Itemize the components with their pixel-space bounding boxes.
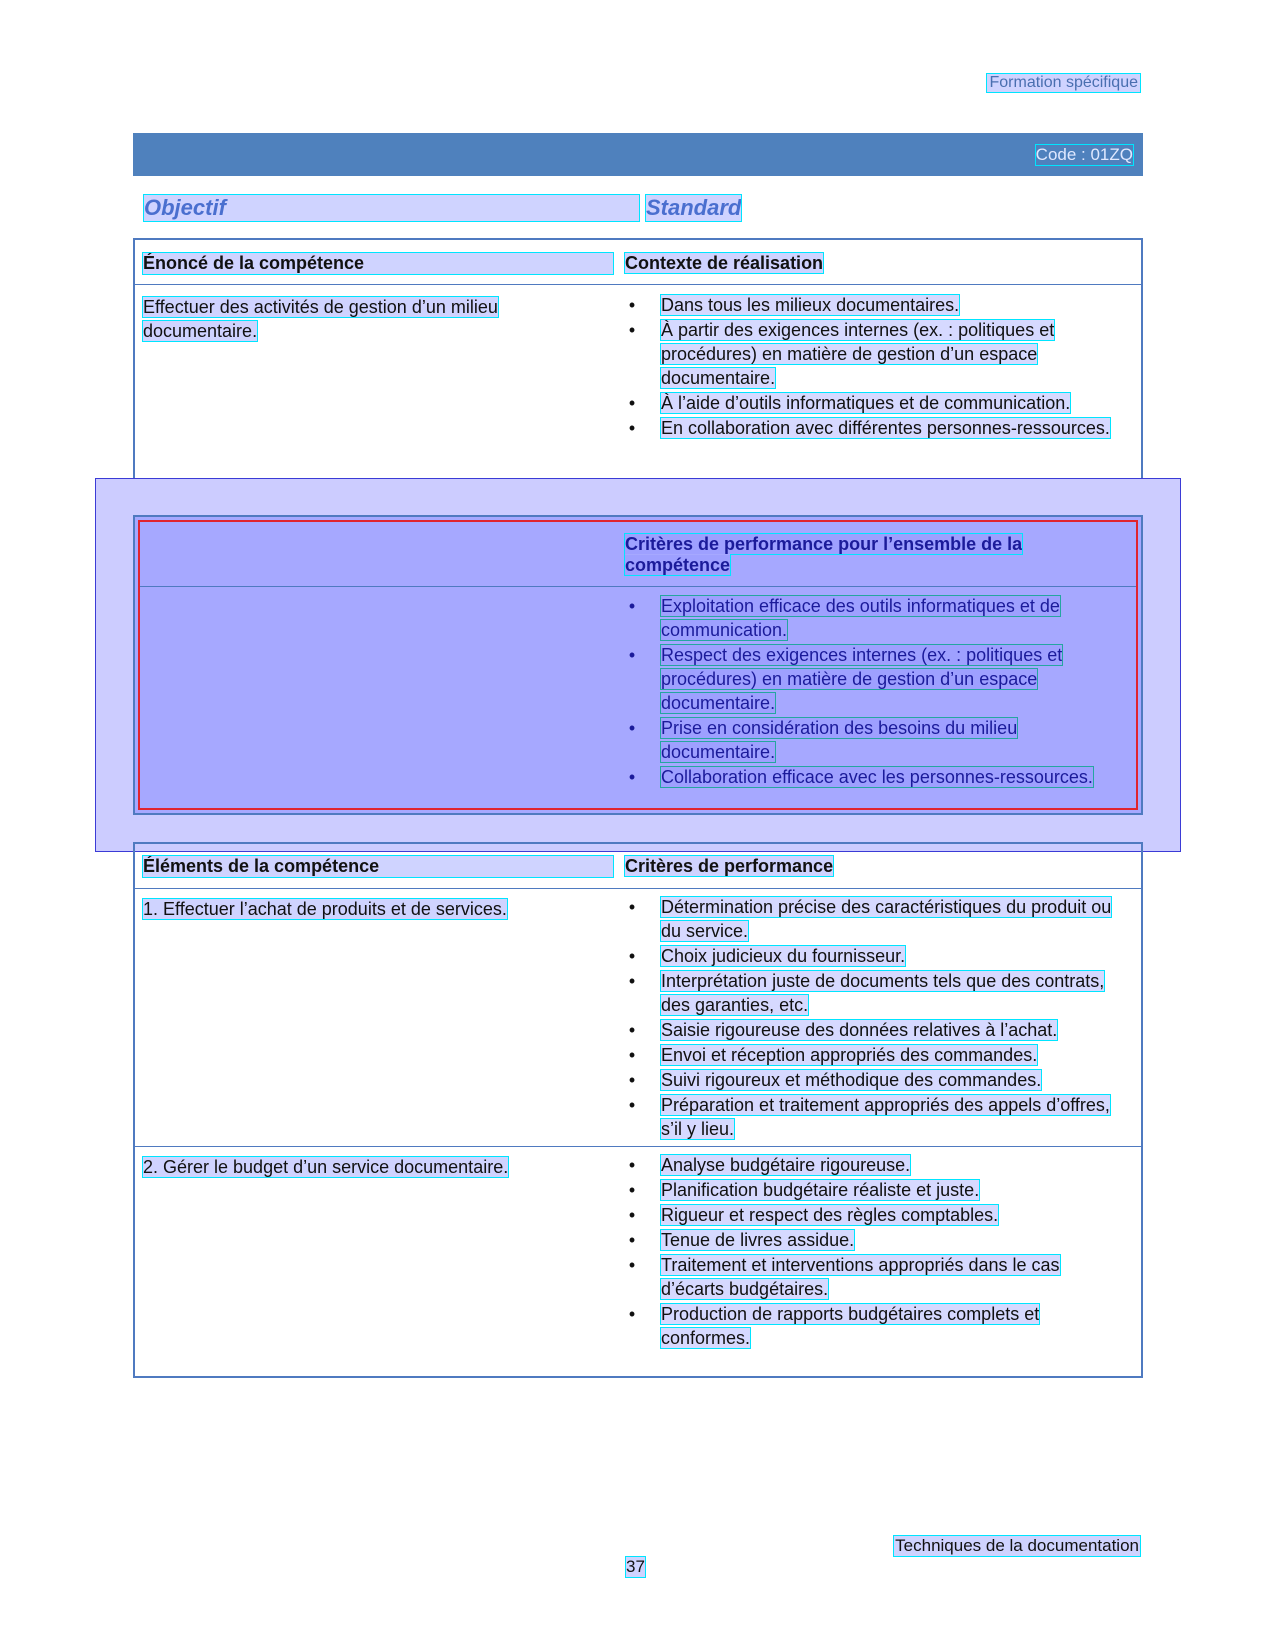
context-item [625, 293, 1125, 317]
elements-column-header: Éléments de la compétence [143, 856, 613, 877]
criterion-item [625, 1302, 1125, 1350]
criterion-item [625, 1228, 1125, 1252]
section-headings [144, 195, 1134, 221]
elements-table-header [135, 844, 1141, 889]
criterion-item [625, 895, 1125, 943]
overall-performance-list [625, 594, 1116, 789]
criterion-text: Tenue de livres assidue. [661, 1230, 855, 1250]
header-divider [140, 586, 1136, 587]
bullet-icon: • [628, 1045, 636, 1065]
bullet-icon: • [628, 971, 636, 991]
criterion-item [625, 1153, 1125, 1177]
statement-column-header: Énoncé de la compétence [143, 253, 613, 274]
program-name: Techniques de la documentation [895, 1536, 1139, 1555]
bullet-icon: • [628, 645, 636, 665]
element-label: 2. Gérer le budget d’un service documentaire. [143, 1157, 509, 1177]
overall-criterion-text: Exploitation efficace des outils informatiques et de communication. [661, 596, 1060, 640]
criterion-text: Préparation et traitement appropriés des appels d’offres, s’il y lieu. [661, 1095, 1110, 1139]
overall-criterion-item [625, 716, 1116, 764]
overall-performance-table [133, 515, 1143, 815]
competency-code: Code : 01ZQ [1035, 145, 1133, 164]
standard-heading: Standard [646, 195, 742, 220]
criterion-item [625, 1043, 1125, 1067]
elements-table-body [135, 889, 1141, 1355]
element-label: 1. Effectuer l’achat de produits et de services. [143, 899, 507, 919]
overall-criterion-item [625, 765, 1116, 789]
criterion-item [625, 944, 1125, 968]
bullet-icon: • [628, 596, 636, 616]
bullet-icon: • [628, 418, 636, 438]
criterion-item [625, 1203, 1125, 1227]
competence-statement: Effectuer des activités de gestion d’un milieu documentaire. [143, 297, 498, 341]
bullet-icon: • [628, 320, 636, 340]
bullet-icon: • [628, 1070, 636, 1090]
context-text: En collaboration avec différentes personnes-ressources. [661, 418, 1110, 438]
context-column-header: Contexte de réalisation [625, 253, 824, 273]
criteria-list [625, 895, 1125, 1141]
criterion-text: Choix judicieux du fournisseur. [661, 946, 906, 966]
competence-table-body [135, 285, 1141, 440]
bullet-icon: • [628, 718, 636, 738]
context-list [625, 293, 1125, 440]
competence-table [133, 238, 1143, 491]
context-text: À partir des exigences internes (ex. : politiques et procédures) en matière de gestion d’un espace documentaire. [661, 320, 1055, 388]
criterion-item [625, 1253, 1125, 1301]
element-row [135, 1146, 1141, 1355]
criteria-list [625, 1153, 1125, 1350]
bullet-icon: • [628, 1205, 636, 1225]
bullet-icon: • [628, 1020, 636, 1040]
criterion-item [625, 1068, 1125, 1092]
criterion-text: Traitement et interventions appropriés dans le cas d’écarts budgétaires. [661, 1255, 1060, 1299]
criterion-text: Production de rapports budgétaires complets et conformes. [661, 1304, 1040, 1348]
bullet-icon: • [628, 1095, 636, 1115]
criterion-text: Planification budgétaire réaliste et juste. [661, 1180, 980, 1200]
document-section-label: Formation spécifique [989, 74, 1138, 91]
overall-criterion-text: Collaboration efficace avec les personnes-ressources. [661, 767, 1093, 787]
bullet-icon: • [628, 897, 636, 917]
context-text: À l’aide d’outils informatiques et de communication. [661, 393, 1071, 413]
bullet-icon: • [628, 1180, 636, 1200]
overall-criterion-text: Respect des exigences internes (ex. : politiques et procédures) en matière de gestion d’un espace documentaire. [661, 645, 1063, 713]
criterion-text: Rigueur et respect des règles comptables. [661, 1205, 999, 1225]
element-row [135, 889, 1141, 1146]
objectif-heading: Objectif [144, 195, 639, 221]
context-item [625, 318, 1125, 390]
page-number: 37 [626, 1557, 645, 1576]
overall-criterion-item [625, 643, 1116, 715]
bullet-icon: • [628, 1255, 636, 1275]
criterion-text: Envoi et réception appropriés des commandes. [661, 1045, 1038, 1065]
context-item [625, 391, 1125, 415]
criterion-text: Interprétation juste de documents tels que des contrats, des garanties, etc. [661, 971, 1105, 1015]
elements-table [133, 842, 1143, 1378]
bullet-icon: • [628, 767, 636, 787]
bullet-icon: • [628, 1304, 636, 1324]
criteria-column-header: Critères de performance [625, 856, 834, 876]
criterion-item [625, 969, 1125, 1017]
criterion-text: Analyse budgétaire rigoureuse. [661, 1155, 911, 1175]
bullet-icon: • [628, 295, 636, 315]
criterion-text: Saisie rigoureuse des données relatives à l’achat. [661, 1020, 1058, 1040]
criterion-item [625, 1093, 1125, 1141]
overall-performance-header: Critères de performance pour l’ensemble de la compétence [625, 534, 1023, 575]
criterion-text: Suivi rigoureux et méthodique des commandes. [661, 1070, 1042, 1090]
code-banner [133, 133, 1143, 176]
criterion-item [625, 1178, 1125, 1202]
bullet-icon: • [628, 1230, 636, 1250]
overall-criterion-text: Prise en considération des besoins du milieu documentaire. [661, 718, 1018, 762]
bullet-icon: • [628, 393, 636, 413]
criterion-text: Détermination précise des caractéristiques du produit ou du service. [661, 897, 1112, 941]
context-text: Dans tous les milieux documentaires. [661, 295, 960, 315]
overall-criterion-item [625, 594, 1116, 642]
competence-table-header [135, 240, 1141, 285]
bullet-icon: • [628, 946, 636, 966]
criterion-item [625, 1018, 1125, 1042]
selected-region[interactable] [138, 520, 1138, 810]
bullet-icon: • [628, 1155, 636, 1175]
context-item [625, 416, 1125, 440]
